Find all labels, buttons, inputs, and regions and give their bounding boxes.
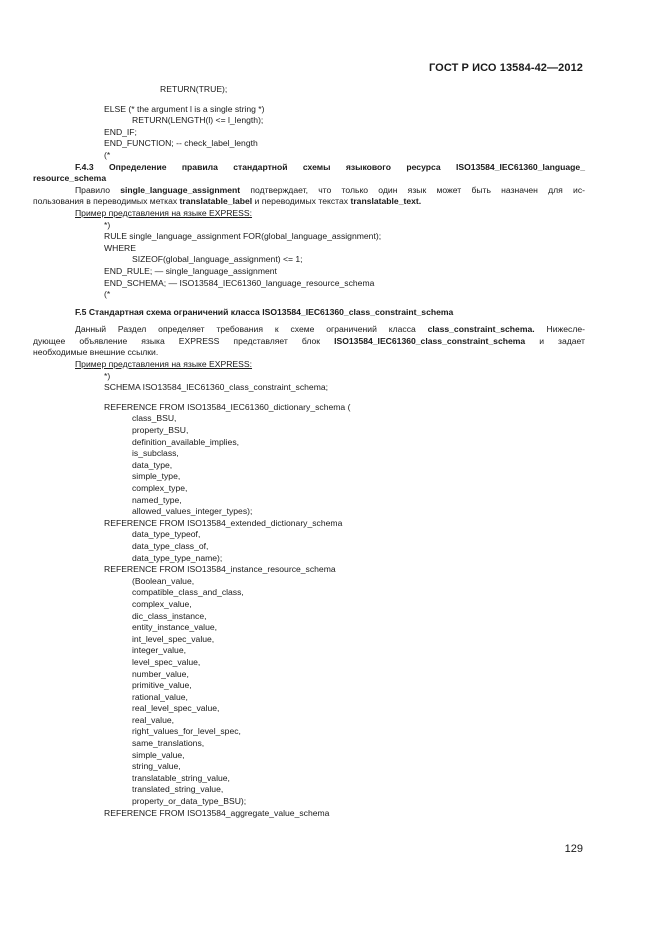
code-list-item: class_BSU, (132, 413, 177, 424)
paragraph (33, 336, 585, 348)
code-line: *) (104, 370, 111, 381)
code-list-item: string_value, (132, 761, 181, 772)
section-heading-f43 (33, 162, 585, 174)
code-list-item: real_level_spec_value, (132, 703, 220, 714)
paragraph-text: и задает (525, 335, 585, 346)
example-label (33, 359, 585, 371)
code-list-item: data_type_class_of, (132, 540, 209, 551)
code-list-item: complex_type, (132, 483, 188, 493)
code-list-item: same_translations, (132, 738, 205, 749)
code-list-item: primitive_value, (132, 680, 192, 691)
code-list-item: int_level_spec_value, (132, 633, 215, 644)
instance-reference-list (33, 576, 585, 808)
code-list-item: simple_type, (132, 471, 181, 482)
code-line: ELSE (* the argument l is a single string *) (104, 103, 265, 114)
code-line: (* (104, 289, 111, 300)
code-list-item: entity_instance_value, (132, 622, 218, 633)
extended-reference-list (33, 529, 585, 564)
paragraph-text: подтверждает, что только один язык может быть назначен для ис- (240, 184, 585, 195)
code-line: REFERENCE FROM ISO13584_IEC61360_dictionary_schema ( (104, 401, 351, 412)
page-number: 129 (564, 843, 583, 855)
section-heading-f5: F.5 Стандартная схема ограничений класса ISO13584_IEC61360_class_constraint_schema (75, 306, 454, 317)
code-line: END_FUNCTION; -- check_label_length (104, 138, 258, 149)
code-list-item: property_BSU, (132, 425, 189, 436)
document-id-header: ГОСТ Р ИСО 13584-42—2012 (428, 62, 583, 74)
paragraph (33, 185, 585, 197)
paragraph-text: Нижесле- (534, 324, 585, 335)
code-list-item: compatible_class_and_class, (132, 587, 244, 598)
code-line: END_IF; (104, 126, 137, 137)
code-list-item: rational_value, (132, 691, 188, 702)
code-line: REFERENCE FROM ISO13584_instance_resource_schema (104, 564, 336, 575)
paragraph-term: single_language_assignment (120, 184, 241, 195)
paragraph-text: пользования в переводимых метках (33, 196, 180, 207)
code-line: REFERENCE FROM ISO13584_aggregate_value_schema (104, 807, 330, 818)
dictionary-reference-list (33, 413, 585, 517)
code-list-item: real_value, (132, 714, 175, 725)
heading-text: F.4.3 Определение правила стандартной схемы языкового ресурса ISO13584_IEC61360_language_ (75, 161, 585, 172)
paragraph-term: ISO13584_IEC61360_class_constraint_schema (334, 335, 526, 346)
paragraph-term: class_constraint_schema. (427, 324, 535, 335)
page-content (33, 84, 585, 819)
code-list-item: translatable_string_value, (132, 772, 230, 783)
code-list-item: right_values_for_level_spec, (132, 726, 241, 737)
code-list-item: integer_value, (132, 645, 186, 656)
code-line: SCHEMA ISO13584_IEC61360_class_constraint_schema; (104, 382, 329, 393)
code-line: END_RULE; — single_language_assignment (104, 265, 277, 276)
code-list-item: translated_string_value, (132, 784, 224, 795)
code-list-item: number_value, (132, 668, 189, 679)
code-list-item: data_type, (132, 459, 173, 470)
paragraph-text: Правило (75, 184, 121, 195)
code-line: RETURN(LENGTH(l) <= l_length); (132, 115, 264, 126)
paragraph: необходимые внешние ссылки. (33, 347, 159, 358)
paragraph-term: translatable_label (179, 196, 253, 207)
code-list-item: definition_available_implies, (132, 436, 240, 447)
code-list-item: property_or_data_type_BSU); (132, 796, 247, 807)
paragraph (33, 324, 585, 336)
code-list-item: data_type_typeof, (132, 529, 201, 540)
section-heading-f43-cont: resource_schema (33, 173, 107, 184)
code-list-item: level_spec_value, (132, 656, 201, 667)
code-line: RETURN(TRUE); (160, 84, 228, 94)
code-list-item: dic_class_instance, (132, 610, 207, 621)
code-line: WHERE (104, 242, 136, 253)
code-line: END_SCHEMA; — ISO13584_IEC61360_language_resource_schema (104, 277, 375, 288)
code-list-item: complex_value, (132, 598, 192, 609)
example-label (33, 208, 585, 220)
code-list-item: is_subclass, (132, 448, 179, 459)
paragraph (33, 196, 585, 208)
paragraph-text: дующее объявление языка EXPRESS представляет блок (33, 335, 335, 346)
paragraph-text: Данный Раздел определяет требования к схеме ограничений класса (75, 324, 428, 335)
paragraph-term: translatable_text. (350, 196, 422, 207)
example-label-text: Пример представления на языке EXPRESS: (75, 359, 253, 370)
code-line: *) (104, 219, 111, 230)
code-list-item: (Boolean_value, (132, 575, 195, 586)
code-list-item: data_type_type_name); (132, 552, 223, 563)
code-list-item: allowed_values_integer_types); (132, 506, 253, 517)
example-label-text: Пример представления на языке EXPRESS: (75, 207, 253, 218)
code-list-item: named_type, (132, 494, 182, 505)
code-line: RULE single_language_assignment FOR(global_language_assignment); (104, 231, 382, 242)
code-line: REFERENCE FROM ISO13584_extended_dictionary_schema (104, 517, 343, 528)
code-line: SIZEOF(global_language_assignment) <= 1; (132, 254, 303, 265)
code-line: (* (104, 149, 111, 160)
paragraph-text: и переводимых текстах (252, 196, 351, 207)
code-list-item: simple_value, (132, 749, 185, 760)
